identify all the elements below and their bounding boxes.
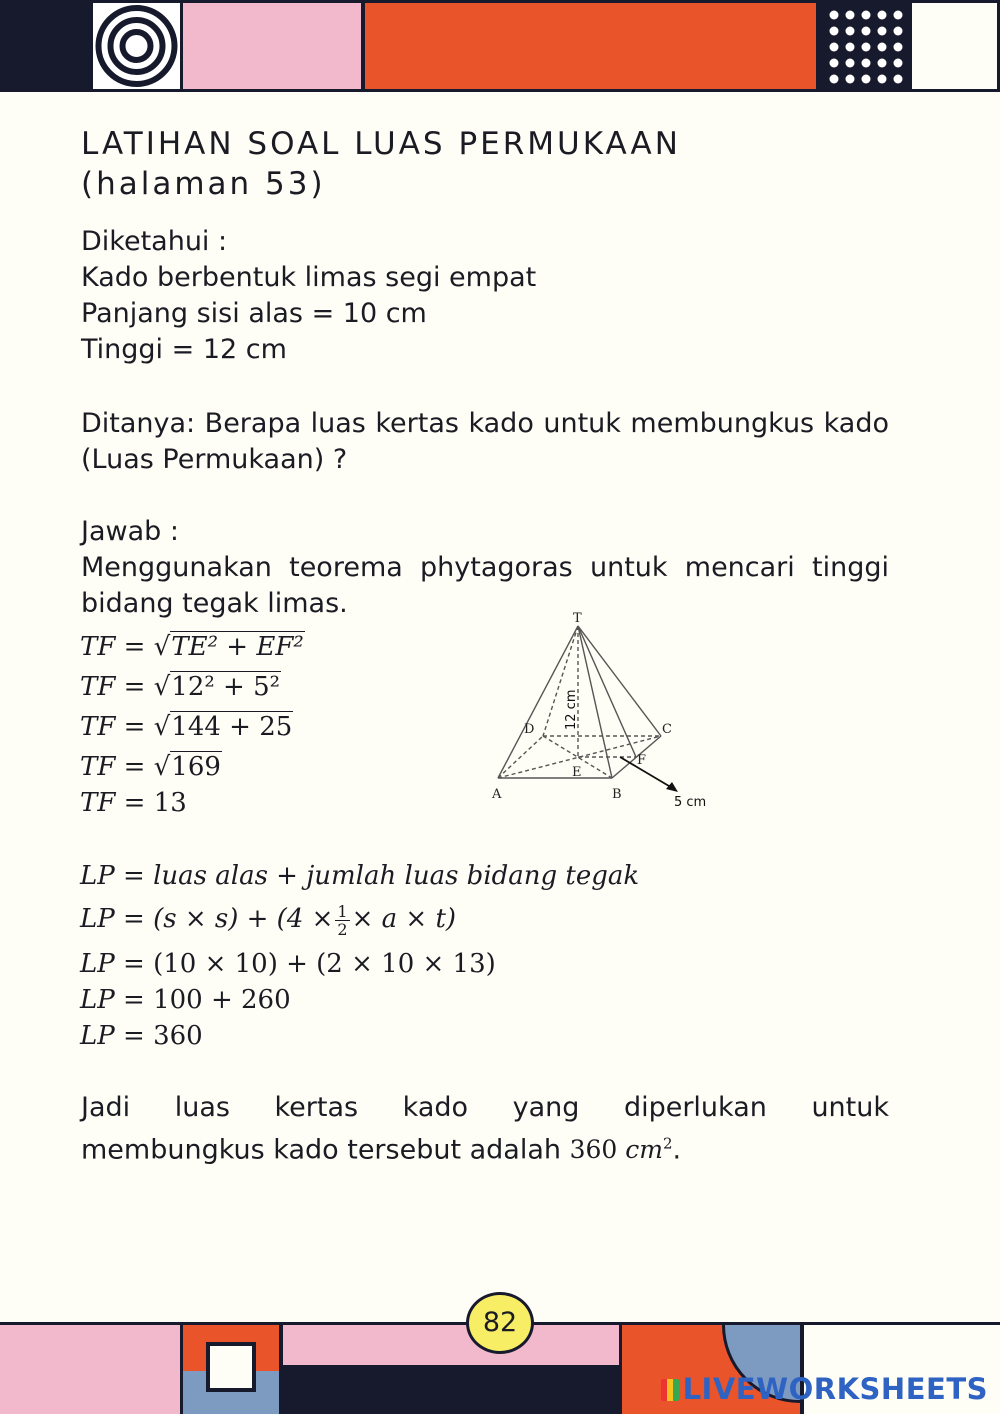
- vertex-label: A: [492, 787, 502, 802]
- pink-block: [0, 1325, 180, 1414]
- pink-block: [283, 1325, 619, 1365]
- lp-lhs: LP =: [80, 1021, 145, 1051]
- conclusion-line-1: Jadi luas kertas kado yang diperlukan untuk: [81, 1092, 889, 1123]
- known-line: Panjang sisi alas = 10 cm: [81, 298, 427, 329]
- tf-lhs: TF =: [80, 672, 146, 702]
- dot-grid-icon: [820, 3, 908, 89]
- page-title: [81, 124, 921, 204]
- fraction-denominator: 2: [337, 919, 348, 939]
- vertex-label: D: [524, 722, 535, 737]
- lp-step-5: [80, 1018, 203, 1054]
- known-heading: Diketahui :: [81, 226, 228, 257]
- area-value: 360: [569, 1135, 618, 1165]
- lp-expression: × a × t): [351, 904, 457, 934]
- tf-step-5: [80, 785, 187, 821]
- square-icon: [206, 1342, 256, 1392]
- lp-expression: (10 × 10) + (2 × 10 × 13): [153, 949, 496, 979]
- known-line: Tinggi = 12 cm: [81, 334, 287, 365]
- tf-result: 13: [153, 788, 187, 818]
- concentric-circles-icon: [93, 3, 180, 89]
- conclusion-value: [570, 1135, 673, 1164]
- conclusion-period: .: [672, 1134, 682, 1166]
- watermark-text: LIVEWORKSHEETS: [682, 1372, 988, 1406]
- vertex-label: E: [572, 765, 582, 780]
- watermark: [661, 1372, 988, 1406]
- height-label: 12 cm: [564, 689, 579, 730]
- area-exponent: 2: [663, 1135, 673, 1153]
- lp-lhs: LP =: [80, 861, 145, 891]
- lp-step-2: [80, 901, 456, 938]
- pyramid-figure: [486, 606, 726, 816]
- lp-step-3: [80, 946, 496, 982]
- known-section: [81, 224, 889, 368]
- vertex-label: T: [573, 611, 582, 626]
- pink-block: [183, 3, 361, 89]
- lp-expression: 100 + 260: [153, 985, 291, 1015]
- tf-radicand: 144 + 25: [171, 712, 293, 742]
- tf-radicand: 12² + 5²: [171, 672, 281, 702]
- tf-radicand: 169: [171, 752, 221, 782]
- orange-block: [365, 3, 816, 89]
- vertex-label: F: [637, 753, 647, 768]
- answer-heading: Jawab :: [81, 516, 179, 547]
- title-line-1: LATIHAN SOAL LUAS PERMUKAAN: [81, 126, 681, 162]
- half-side-label: 5 cm: [674, 795, 707, 810]
- tf-radicand: TE² + EF²: [171, 632, 304, 662]
- question-text: Ditanya: Berapa luas kertas kado untuk membungkus kado (Luas Permukaan) ?: [81, 408, 889, 475]
- conclusion-line-2: [81, 1126, 889, 1168]
- liveworksheets-logo-icon: [661, 1379, 679, 1401]
- tf-lhs: TF =: [80, 788, 146, 818]
- header-decoration: [0, 0, 1000, 92]
- lp-lhs: LP =: [80, 985, 145, 1015]
- tf-step-3: TF = √144 + 25: [80, 712, 293, 742]
- white-block: [912, 3, 997, 89]
- tf-step-4: TF = √169: [80, 752, 221, 782]
- page-number: 82: [466, 1292, 534, 1354]
- tf-lhs: TF =: [80, 752, 146, 782]
- vertex-label: C: [662, 722, 672, 737]
- title-line-2: (halaman 53): [81, 166, 326, 202]
- lp-expression: (s × s) + (4 ×: [153, 904, 334, 934]
- lp-step-1: [80, 858, 639, 894]
- known-line: Kado berbentuk limas segi empat: [81, 262, 537, 293]
- lp-result: 360: [153, 1021, 203, 1051]
- vertex-label: B: [612, 787, 622, 802]
- tf-lhs: TF =: [80, 712, 146, 742]
- tf-step-2: TF = √12² + 5²: [80, 672, 281, 702]
- area-unit: cm: [625, 1135, 663, 1165]
- lp-lhs: LP =: [80, 949, 145, 979]
- answer-intro: Menggunakan teorema phytagoras untuk mencari tinggi bidang tegak limas.: [81, 552, 889, 619]
- lp-lhs: LP =: [80, 904, 145, 934]
- fraction-numerator: 1: [337, 901, 348, 921]
- fraction-one-half: [335, 903, 349, 938]
- conclusion-text: membungkus kado tersebut adalah: [81, 1134, 562, 1166]
- lp-expression: luas alas + jumlah luas bidang tegak: [153, 861, 640, 891]
- tf-lhs: TF =: [80, 632, 146, 662]
- lp-step-4: [80, 982, 291, 1018]
- tf-step-1: TF = √TE² + EF²: [80, 632, 304, 662]
